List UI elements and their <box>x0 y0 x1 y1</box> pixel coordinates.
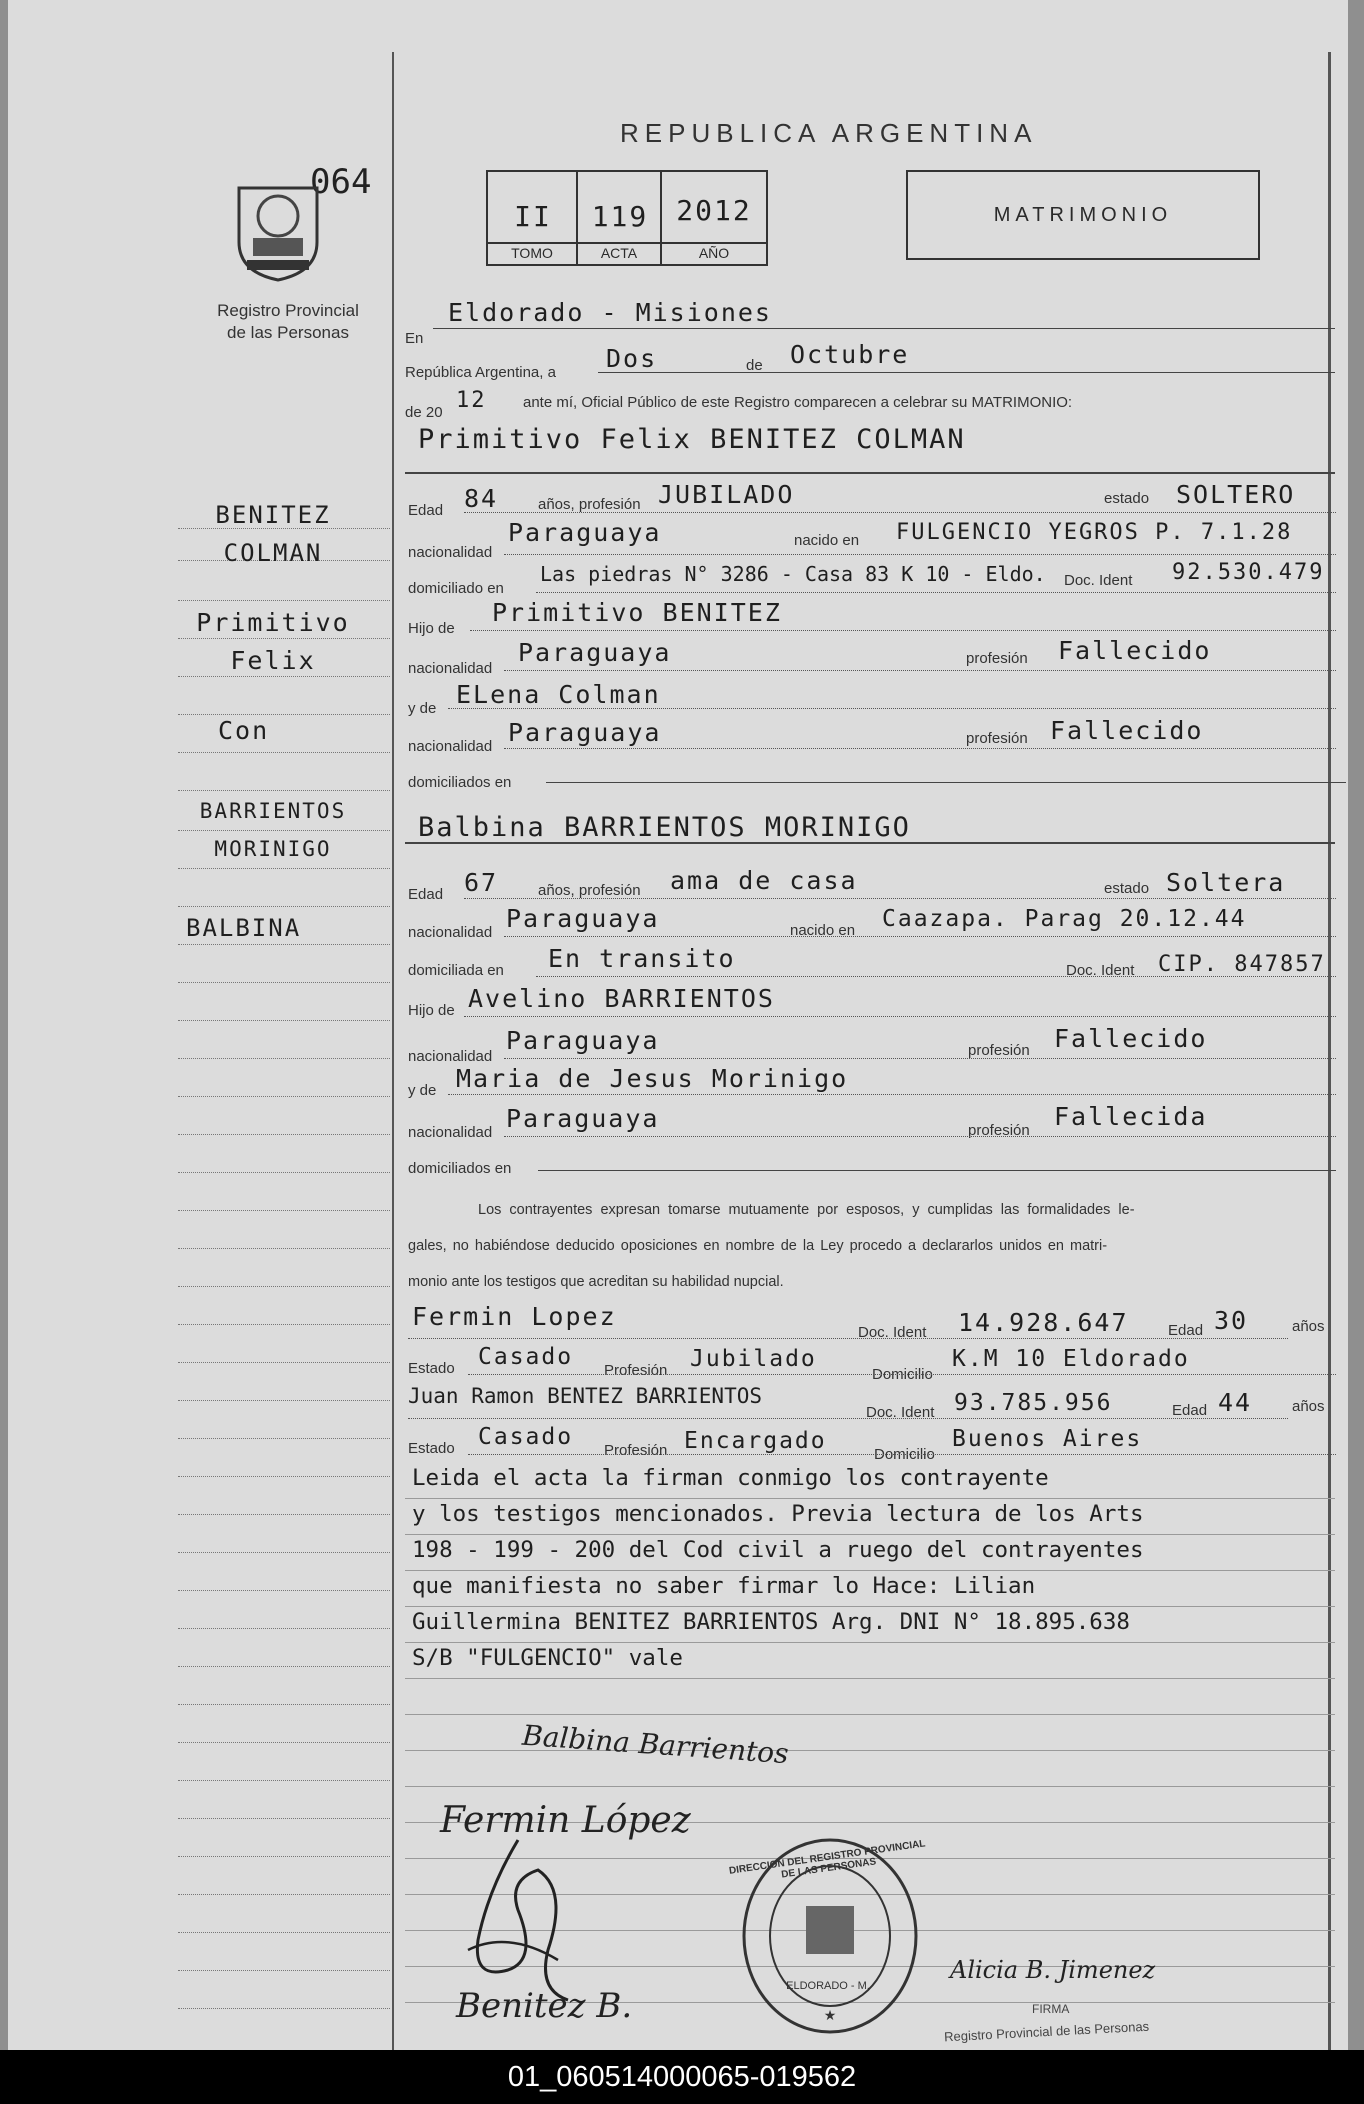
provincial-seal-icon <box>233 180 323 284</box>
witness2-anos-label: años <box>1292 1398 1325 1415</box>
bride-padre-nac: Paraguaya <box>506 1026 660 1055</box>
note-line-1: Leida el acta la firman conmigo los contrayente <box>412 1465 1049 1491</box>
declaration-line2: gales, no habiéndose deducido oposiciones en nombre de la Ley procedo a declararlos unidos en matri- <box>408 1238 1108 1254</box>
matrimonio-box <box>906 170 1260 260</box>
groom-estado: SOLTERO <box>1176 480 1296 509</box>
bride-madre-prof: Fallecida <box>1054 1102 1208 1131</box>
witness2-dom: Buenos Aires <box>952 1426 1143 1452</box>
country-title: REPUBLICA ARGENTINA <box>620 118 1038 148</box>
handwritten-note <box>412 1460 1332 1676</box>
bride-doc-label: Doc. Ident <box>1066 962 1135 979</box>
bride-padre-prof: Fallecido <box>1054 1024 1208 1053</box>
witness1-estado-label: Estado <box>408 1360 455 1377</box>
type-label: MATRIMONIO <box>993 204 1173 226</box>
signature-scribble-icon <box>448 1830 598 2010</box>
groom-madre: ELena Colman <box>456 680 661 709</box>
groom-domicilio: Las piedras N° 3286 - Casa 83 K 10 - Eldo. <box>540 562 1046 586</box>
day-value: Dos <box>606 344 658 373</box>
witness2-dom-label: Domicilio <box>874 1446 935 1463</box>
statement-text: ante mí, Oficial Público de este Registro comparecen a celebrar su MATRIMONIO: <box>523 394 1073 411</box>
note-line-4: que manifiesta no saber firmar lo Hace: Lilian <box>412 1573 1036 1599</box>
witness1-dom: K.M 10 Eldorado <box>952 1346 1190 1372</box>
official-signature: Alicia B. Jimenez <box>950 1956 1156 1984</box>
bride-padre: Avelino BARRIENTOS <box>468 984 775 1013</box>
witness1-prof-label: Profesión <box>604 1362 668 1379</box>
groom-edad-label: Edad <box>408 502 444 519</box>
witness2-estado: Casado <box>478 1424 574 1450</box>
margin-groom-names: Primitivo Felix <box>196 608 350 675</box>
groom-hijo-label: Hijo de <box>408 620 455 637</box>
bride-full-name: Balbina BARRIENTOS MORINIGO <box>418 812 911 843</box>
bride-padre-prof-label: profesión <box>968 1042 1030 1059</box>
witness2-prof-label: Profesión <box>604 1442 668 1459</box>
bride-domicilio: En transito <box>548 944 736 973</box>
groom-madre-prof: Fallecido <box>1050 716 1204 745</box>
signature-bride: Balbina Barrientos <box>521 1718 790 1771</box>
witness2-edad: 44 <box>1218 1388 1253 1417</box>
ano-value: 2012 <box>676 194 752 227</box>
groom-nac-label: nacionalidad <box>408 544 493 561</box>
de-label: de <box>746 357 763 374</box>
place-value: Eldorado - Misiones <box>448 298 772 327</box>
groom-estado-label: estado <box>1104 490 1150 507</box>
tomo-label: TOMO <box>511 245 553 261</box>
groom-madre-prof-label: profesión <box>966 730 1028 747</box>
margin-bride-names: BALBINA <box>186 914 302 942</box>
bride-nacionalidad: Paraguaya <box>506 904 660 933</box>
witness2-doc-label: Doc. Ident <box>866 1404 935 1421</box>
groom-yde-label: y de <box>408 700 437 717</box>
margin-groom-surname: BENITEZ COLMAN <box>215 501 331 567</box>
registry-name: Registro Provincial de las Personas <box>217 301 359 342</box>
ano-label: AÑO <box>698 245 730 261</box>
bride-nacido-label: nacido en <box>790 922 856 939</box>
margin-connector: Con <box>218 716 270 745</box>
bride-madre-prof-label: profesión <box>968 1122 1030 1139</box>
witness1-anos-label: años <box>1292 1318 1325 1335</box>
note-line-2: y los testigos mencionados. Previa lectura de los Arts <box>412 1501 1144 1527</box>
declaration-line1: Los contrayentes expresan tomarse mutuamente por esposos, y cumplidas las formalidades le- <box>478 1202 1135 1218</box>
groom-nacionalidad: Paraguaya <box>508 518 662 547</box>
bride-profesion: ama de casa <box>670 866 858 895</box>
bride-madre: Maria de Jesus Morinigo <box>456 1064 849 1093</box>
bride-estado-label: estado <box>1104 880 1150 897</box>
bride-dom-label: domiciliada en <box>408 962 504 979</box>
bride-domiciliados-label: domiciliados en <box>408 1160 512 1177</box>
margin-bride-surname: BARRIENTOS MORINIGO <box>199 799 347 861</box>
witness1-dom-label: Domicilio <box>872 1366 933 1383</box>
bride-anos-label: años, profesión <box>538 882 641 899</box>
bride-edad: 67 <box>464 868 499 897</box>
groom-padre: Primitivo BENITEZ <box>492 598 782 627</box>
note-line-3: 198 - 199 - 200 del Cod civil a ruego del contrayentes <box>412 1537 1144 1563</box>
barcode-label: 01_060514000065-019562 <box>0 2050 1364 2104</box>
bride-doc: CIP. 847857 <box>1158 952 1326 977</box>
groom-edad: 84 <box>464 484 499 513</box>
signature-groom-proxy: Benitez B. <box>456 1986 633 2026</box>
witness2-estado-label: Estado <box>408 1440 455 1457</box>
stamp-text: DIRECCION DEL REGISTRO PROVINCIAL DE LAS PERSONAS <box>728 1838 927 1881</box>
groom-nacido: FULGENCIO YEGROS P. 7.1.28 <box>896 520 1293 545</box>
official-caption: FIRMA <box>1032 2002 1070 2016</box>
bride-estado: Soltera <box>1166 868 1286 897</box>
groom-domiciliados-label: domiciliados en <box>408 774 512 791</box>
groom-dom-label: domiciliado en <box>408 580 504 597</box>
acta-label: ACTA <box>600 245 638 261</box>
witness1-doc-label: Doc. Ident <box>858 1324 927 1341</box>
bride-padre-nac-label: nacionalidad <box>408 1048 493 1065</box>
bride-nacido: Caazapa. Parag 20.12.44 <box>882 906 1247 932</box>
groom-padre-nac: Paraguaya <box>518 638 672 667</box>
groom-padre-prof: Fallecido <box>1058 636 1212 665</box>
witness2-doc: 93.785.956 <box>954 1390 1113 1416</box>
en-label: En <box>405 330 424 347</box>
stamp-city: ELDORADO - M. <box>786 1980 870 1992</box>
year-suffix: 12 <box>456 388 487 413</box>
groom-padre-nac-label: nacionalidad <box>408 660 493 677</box>
witness1-name: Fermin Lopez <box>412 1302 617 1331</box>
month-value: Octubre <box>790 340 910 369</box>
signature-witness1: Fermin López <box>440 1800 691 1841</box>
groom-doc-label: Doc. Ident <box>1064 572 1133 589</box>
witness1-edad: 30 <box>1214 1306 1249 1335</box>
witness1-prof: Jubilado <box>690 1346 817 1372</box>
page-number: 064 <box>310 162 372 202</box>
groom-padre-prof-label: profesión <box>966 650 1028 667</box>
witness1-doc: 14.928.647 <box>958 1308 1129 1337</box>
groom-madre-nac: Paraguaya <box>508 718 662 747</box>
bride-madre-nac: Paraguaya <box>506 1104 660 1133</box>
svg-text:★: ★ <box>823 2007 837 2023</box>
tomo-value: II <box>514 200 552 233</box>
record-box <box>486 170 768 266</box>
declaration-line3: monio ante los testigos que acreditan su habilidad nupcial. <box>408 1274 784 1290</box>
groom-nacido-label: nacido en <box>794 532 860 549</box>
witness2-prof: Encargado <box>684 1428 827 1454</box>
groom-madre-nac-label: nacionalidad <box>408 738 493 755</box>
bride-nac-label: nacionalidad <box>408 924 493 941</box>
year-prefix: de 20 <box>405 404 443 421</box>
republica-label: República Argentina, a <box>405 364 556 381</box>
groom-full-name: Primitivo Felix BENITEZ COLMAN <box>418 424 966 455</box>
witness2-edad-label: Edad <box>1172 1402 1208 1419</box>
acta-value: 119 <box>591 200 649 233</box>
bride-madre-nac-label: nacionalidad <box>408 1124 493 1141</box>
witness2-name: Juan Ramon BENTEZ BARRIENTOS <box>408 1384 763 1408</box>
left-frame-line <box>392 52 394 2050</box>
note-line-6: S/B "FULGENCIO" vale <box>412 1645 683 1671</box>
note-line-5: Guillermina BENITEZ BARRIENTOS Arg. DNI N° 18.895.638 <box>412 1609 1130 1635</box>
witness1-estado: Casado <box>478 1344 574 1370</box>
groom-profesion: JUBILADO <box>658 480 795 509</box>
bride-yde-label: y de <box>408 1082 437 1099</box>
groom-doc: 92.530.479 <box>1172 560 1325 585</box>
bride-hijo-label: Hijo de <box>408 1002 455 1019</box>
bride-edad-label: Edad <box>408 886 444 903</box>
witness1-edad-label: Edad <box>1168 1322 1204 1339</box>
groom-anos-label: años, profesión <box>538 496 641 513</box>
official-registry: Registro Provincial de las Personas <box>943 2018 1150 2045</box>
certificate-page <box>8 0 1348 2050</box>
